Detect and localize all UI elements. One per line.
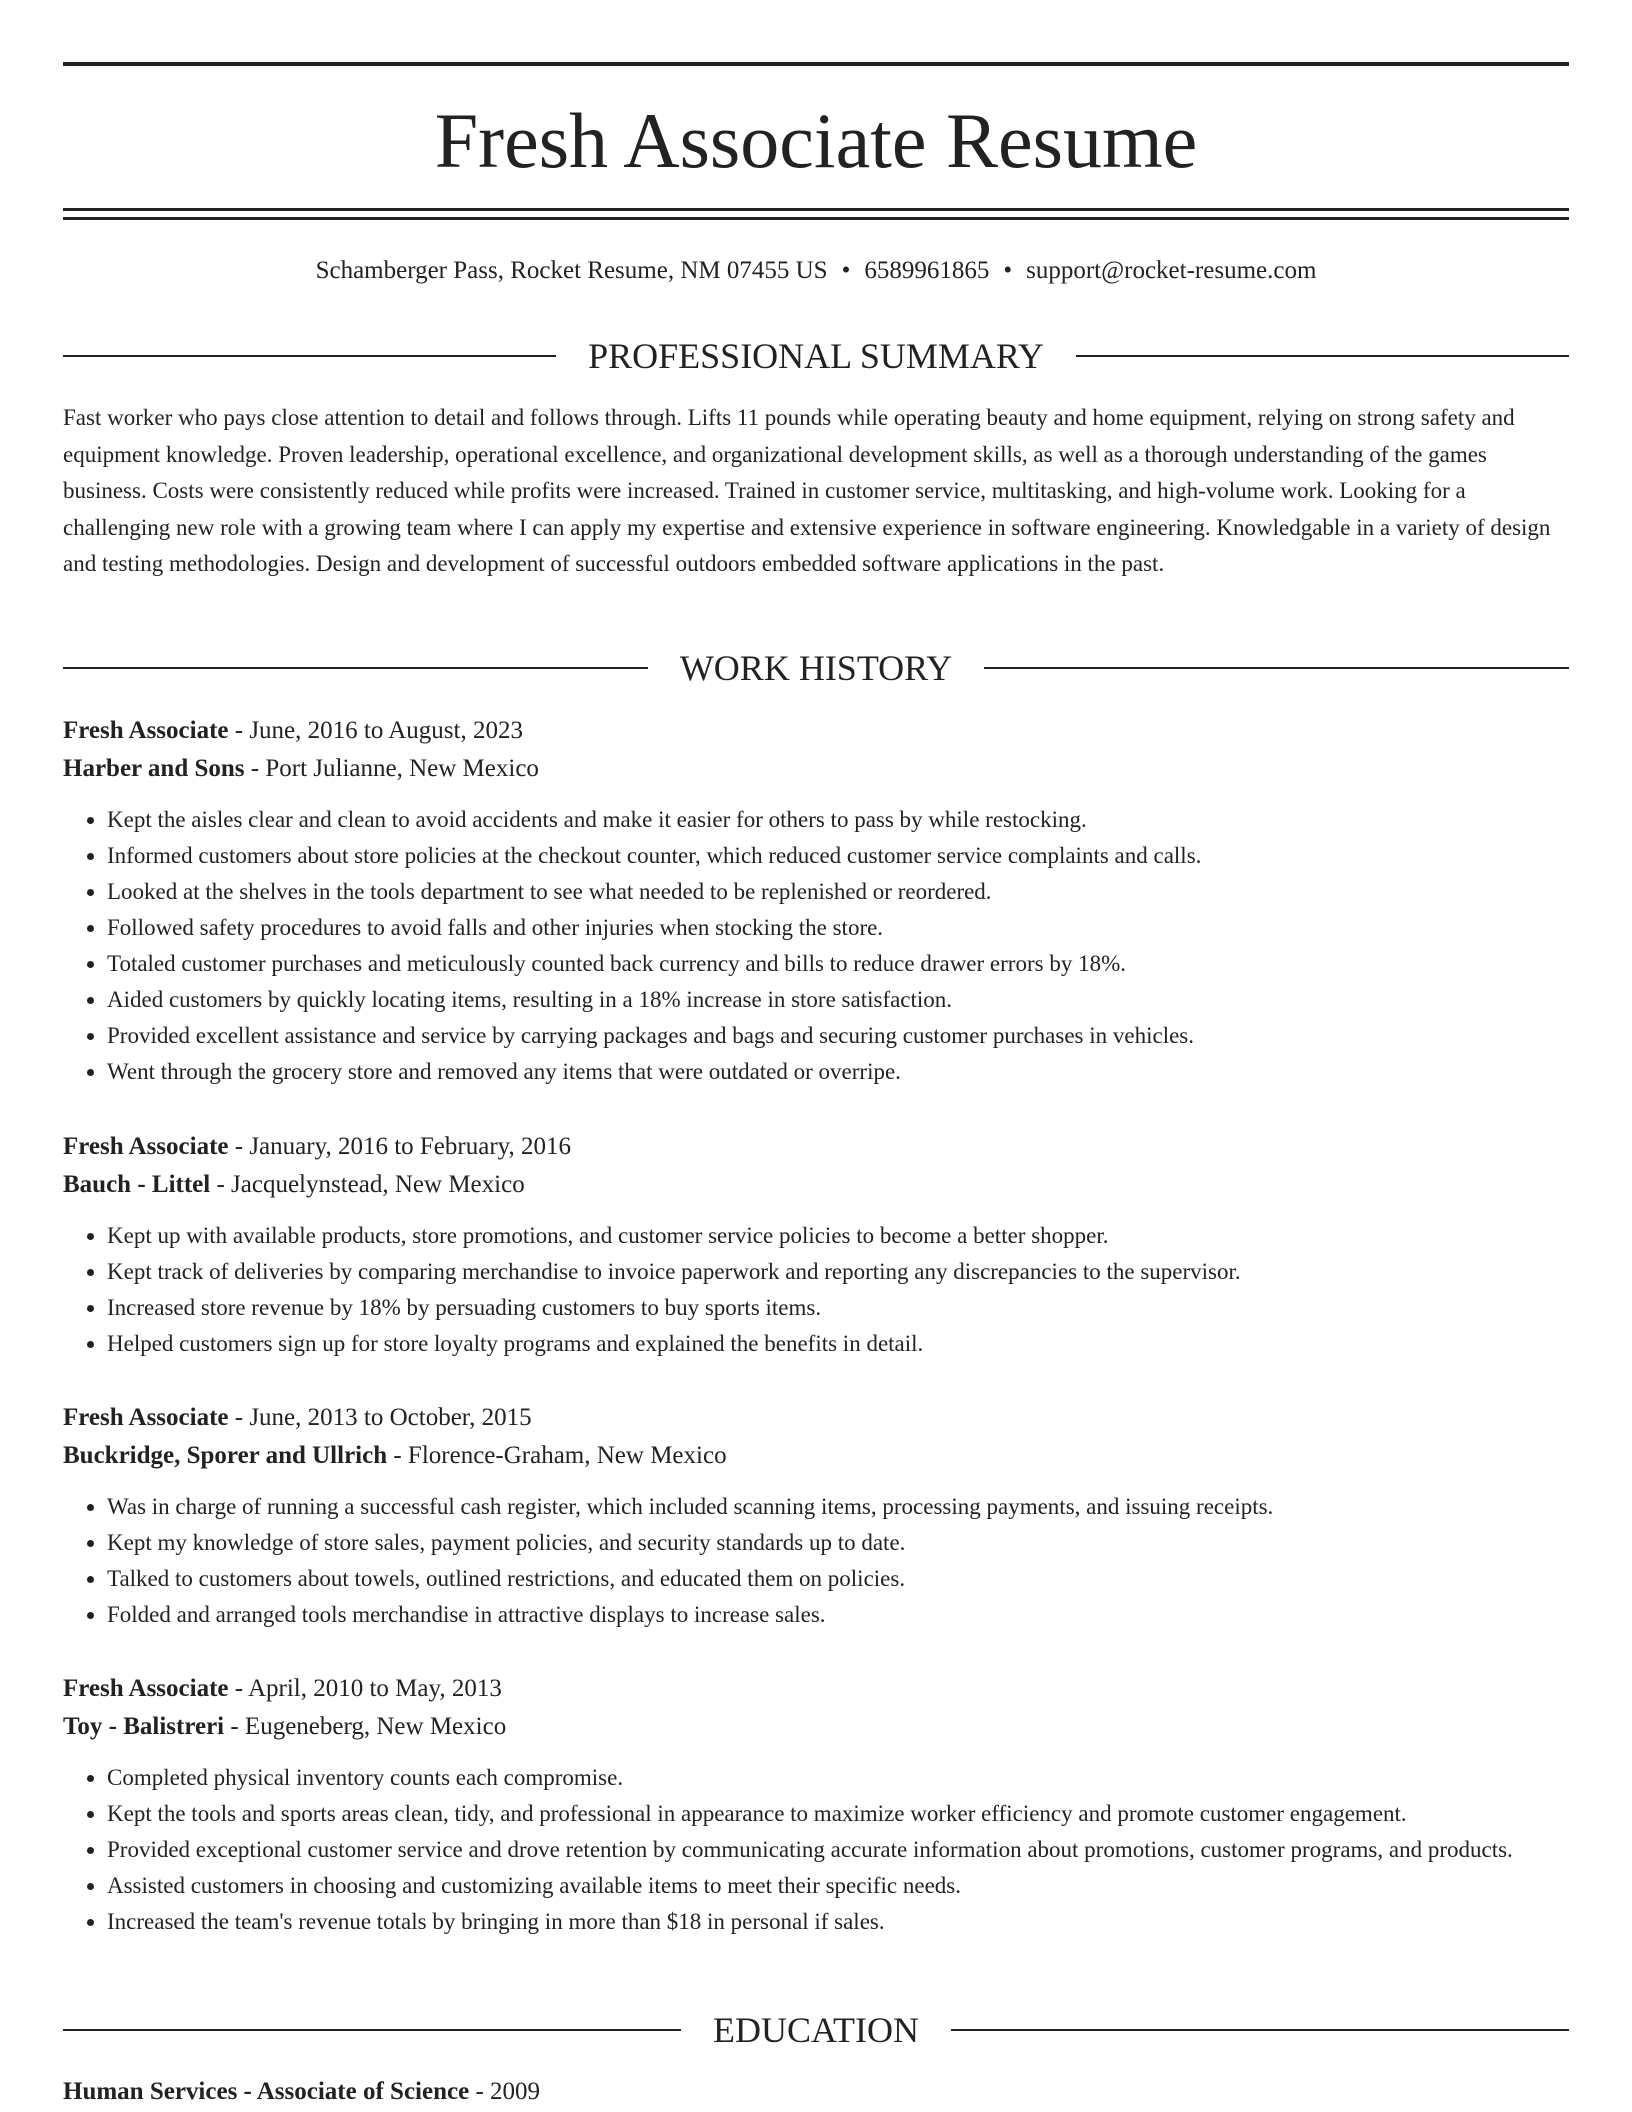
job-bullets	[63, 1218, 1569, 1362]
section-heading-summary	[63, 334, 1569, 378]
job-company: Toy - Balistreri	[63, 1713, 225, 1740]
job-company-line	[63, 1708, 1569, 1746]
job-bullet: • Helped customers sign up for store loyalty programs and explained the benefits in detail.	[107, 1326, 1569, 1362]
job-bullets	[63, 1760, 1569, 1940]
job-location: - Port Julianne, New Mexico	[244, 755, 539, 782]
title-double-rule	[63, 208, 1569, 220]
job-title-line	[63, 1128, 1569, 1166]
job-bullet: • Provided excellent assistance and service by carrying packages and bags and securing customer purchases in vehicles.	[107, 1018, 1569, 1054]
job-bullet: • Was in charge of running a successful cash register, which included scanning items, processing payments, and issuing receipts.	[107, 1489, 1569, 1525]
job-title-line	[63, 1399, 1569, 1437]
job-company-line	[63, 750, 1569, 788]
resume-title: Fresh Associate Resume	[434, 97, 1198, 184]
job-company-line	[63, 1166, 1569, 1204]
contact-separator: •	[1003, 257, 1013, 284]
job-company: Bauch - Littel	[63, 1171, 211, 1198]
job-entry	[63, 1670, 1569, 1940]
heading-rule	[984, 667, 1569, 669]
contact-separator: •	[841, 257, 851, 284]
section-heading-label: PROFESSIONAL SUMMARY	[588, 336, 1044, 376]
job-title: Fresh Associate	[63, 1133, 229, 1160]
summary-text: Fast worker who pays close attention to detail and follows through. Lifts 11 pounds while operating beauty and home equipment, relying on strong safety and equipment knowledge. Proven leadership, operational excellence, and organizational development skills, as well as a thorough understanding of the games business. Costs were consistently reduced while profits were increased. Trained in customer service, multitasking, and high-volume work. Looking for a challenging new role with a growing team where I can apply my expertise and extensive experience in software engineering. Knowledgable in a variety of design and testing methodologies. Design and development of successful outdoors embedded software applications in the past.	[63, 405, 1551, 576]
job-dates: - June, 2013 to October, 2015	[228, 1404, 532, 1431]
job-title: Fresh Associate	[63, 1675, 229, 1702]
job-entry	[63, 712, 1569, 1090]
job-title-line	[63, 712, 1569, 750]
job-dates: - June, 2016 to August, 2023	[228, 717, 523, 744]
job-company-line	[63, 1437, 1569, 1475]
job-title-line	[63, 1670, 1569, 1708]
contact-email: support@rocket-resume.com	[1026, 257, 1317, 284]
job-bullet: • Aided customers by quickly locating items, resulting in a 18% increase in store satisfaction.	[107, 982, 1569, 1018]
job-dates: - January, 2016 to February, 2016	[228, 1133, 572, 1160]
job-entry	[63, 1399, 1569, 1633]
heading-rule	[63, 355, 556, 357]
top-rule	[63, 62, 1569, 66]
job-bullet: • Talked to customers about towels, outlined restrictions, and educated them on policies.	[107, 1561, 1569, 1597]
job-company: Buckridge, Sporer and Ullrich	[63, 1442, 388, 1469]
job-bullet: • Provided exceptional customer service and drove retention by communicating accurate information about promotions, customer programs, and products.	[107, 1832, 1569, 1868]
job-company: Harber and Sons	[63, 755, 245, 782]
job-bullet: • Completed physical inventory counts each compromise.	[107, 1760, 1569, 1796]
job-bullet: • Looked at the shelves in the tools department to see what needed to be replenished or reordered.	[107, 874, 1569, 910]
job-location: - Eugeneberg, New Mexico	[224, 1713, 507, 1740]
section-heading-label: WORK HISTORY	[679, 648, 953, 688]
job-bullet: • Informed customers about store policies at the checkout counter, which reduced customer service complaints and calls.	[107, 838, 1569, 874]
job-bullet: • Totaled customer purchases and meticulously counted back currency and bills to reduce drawer errors by 18%.	[107, 946, 1569, 982]
heading-rule	[951, 2029, 1569, 2031]
job-bullet: • Followed safety procedures to avoid falls and other injuries when stocking the store.	[107, 910, 1569, 946]
heading-rule	[1076, 355, 1569, 357]
job-bullet: • Kept my knowledge of store sales, payment policies, and security standards up to date.	[107, 1525, 1569, 1561]
section-heading-label: EDUCATION	[713, 2010, 919, 2050]
heading-rule	[63, 2029, 681, 2031]
job-bullet: • Kept up with available products, store promotions, and customer service policies to become a better shopper.	[107, 1218, 1569, 1254]
job-bullets	[63, 1489, 1569, 1633]
job-bullet: • Went through the grocery store and removed any items that were outdated or overripe.	[107, 1054, 1569, 1090]
contact-phone: 6589961865	[864, 257, 990, 284]
job-title: Fresh Associate	[63, 1404, 229, 1431]
job-bullet: • Assisted customers in choosing and customizing available items to meet their specific needs.	[107, 1868, 1569, 1904]
contact-address: Schamberger Pass, Rocket Resume, NM 07455 US	[315, 257, 828, 284]
contact-line	[63, 254, 1569, 288]
job-entry	[63, 1128, 1569, 1362]
job-bullet: • Kept the aisles clear and clean to avoid accidents and make it easier for others to pass by while restocking.	[107, 802, 1569, 838]
education-degree: Human Services - Associate of Science	[63, 2078, 470, 2105]
job-bullets	[63, 802, 1569, 1090]
job-title: Fresh Associate	[63, 717, 229, 744]
job-location: - Florence-Graham, New Mexico	[387, 1442, 727, 1469]
job-location: - Jacquelynstead, New Mexico	[210, 1171, 525, 1198]
education-entry	[63, 2073, 1569, 2111]
job-bullet: • Kept track of deliveries by comparing merchandise to invoice paperwork and reporting any discrepancies to the supervisor.	[107, 1254, 1569, 1290]
job-bullet: • Folded and arranged tools merchandise in attractive displays to increase sales.	[107, 1597, 1569, 1633]
section-heading-education	[63, 2008, 1569, 2052]
job-bullet: • Increased the team's revenue totals by bringing in more than $18 in personal if sales.	[107, 1904, 1569, 1940]
job-bullet: • Increased store revenue by 18% by persuading customers to buy sports items.	[107, 1290, 1569, 1326]
job-bullet: • Kept the tools and sports areas clean, tidy, and professional in appearance to maximize worker efficiency and promote customer engagement.	[107, 1796, 1569, 1832]
job-dates: - April, 2010 to May, 2013	[228, 1675, 502, 1702]
education-year: - 2009	[469, 2078, 541, 2105]
heading-rule	[63, 667, 648, 669]
section-heading-work-history	[63, 646, 1569, 690]
